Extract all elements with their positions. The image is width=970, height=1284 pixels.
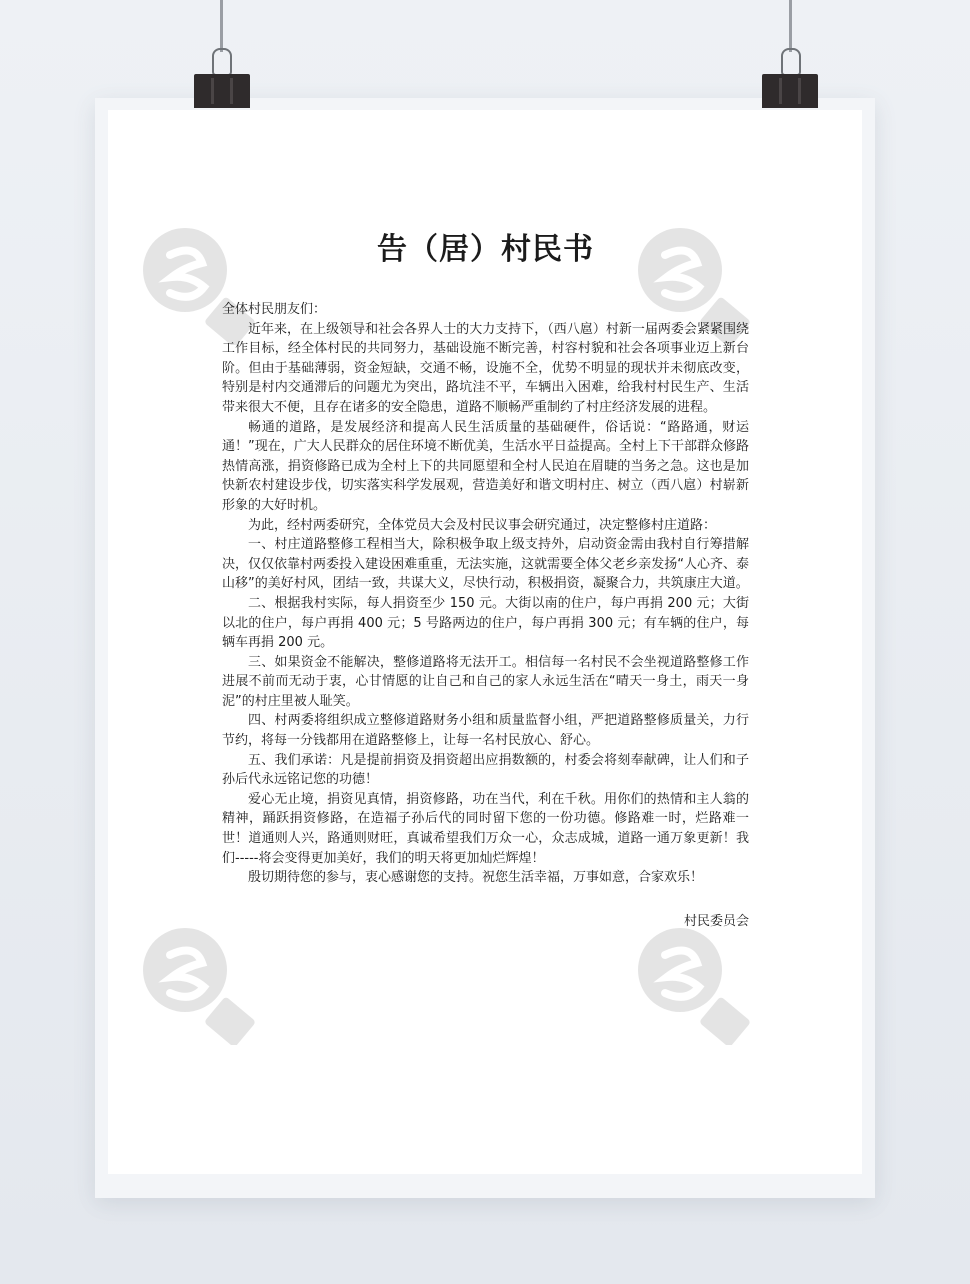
letter-paragraph-roads: 畅通的道路，是发展经济和提高人民生活质量的基础硬件，俗话说：“路路通，财运通！”现在，广大人民群众的居住环境不断优美，生活水平日益提高。全村上下干部群众修路热情高涨，捐资修路已成为全村上下的共同愿望和全村人民迫在眉睫的当务之急。这也是加快新农村建设步伐，切实落实科学发展观，营造美好和谐文明村庄、树立（西八扈）村崭新形象的大好时机。 [222,419,749,513]
letter-paragraph-item-4: 四、村两委将组织成立整修道路财务小组和质量监督小组，严把道路整修质量关，力行节约，将每一分钱都用在道路整修上，让每一名村民放心、舒心。 [222,713,749,749]
letter-title: 告（居）村民书 [377,232,594,267]
letter-paragraph-closing: 殷切期待您的参与，衷心感谢您的支持。祝您生活幸福，万事如意，合家欢乐！ [248,870,704,886]
letter-paragraph-decision: 为此，经村两委研究，全体党员大会及村民议事会研究通过，决定整修村庄道路： [248,517,717,533]
letter-paragraph-item-1: 一、村庄道路整修工程相当大，除积极争取上级支持外，启动资金需由我村自行筹措解决，仅仅依靠村两委投入建设困难重重，无法实施，这就需要全体父老乡亲发扬“人心齐、泰山移”的美好村风，团结一致，共谋大义，尽快行动，积极捐资，凝聚合力，共筑康庄大道。 [222,537,749,592]
letter-signature: 村民委员会 [683,913,749,929]
hanging-wire-left [220,0,223,52]
letter-salutation: 全体村民朋友们： [222,302,327,317]
letter-paragraph-appeal: 爱心无止境，捐资见真情，捐资修路，功在当代，利在千秋。用你们的热情和主人翁的精神，踊跃捐资修路，在造福子孙后代的同时留下您的一份功德。修路难一时，烂路难一世！道通则人兴，路通则财旺，真诚希望我们万众一心，众志成城，道路一通万象更新！我们-----将会变得更加美好，我们的明天将更加灿烂辉煌！ [222,791,749,866]
binder-clip-ring-right [781,48,801,76]
hanging-wire-right [789,0,792,52]
letter-paragraph-intro: 近年来，在上级领导和社会各界人士的大力支持下，（西八扈）村新一届两委会紧紧围绕工作目标，经全体村民的共同努力，基础设施不断完善，村容村貌和社会各项事业迈上新台阶。但由于基础薄弱，资金短缺，交通不畅，设施不全，优势不明显的现状并未彻底改变，特别是村内交通滞后的问题尤为突出，路坑洼不平，车辆出入困难，给我村村民生产、生活带来很大不便，且存在诸多的安全隐患，道路不顺畅严重制约了村庄经济发展的进程。 [222,321,749,415]
letter-paragraph-item-3: 三、如果资金不能解决，整修道路将无法开工。相信每一名村民不会坐视道路整修工作进展不前而无动于衷，心甘情愿的让自己和自己的家人永远生活在“晴天一身土，雨天一身泥”的村庄里被人耻笑。 [222,654,749,709]
binder-clip-left-icon [194,74,250,108]
letter-paragraph-item-2: 二、根据我村实际，每人捐资至少 150 元。大街以南的住户，每户再捐 200 元；大街以北的住户，每户再捐 400 元；5 号路两边的住户，每户再捐 300 元；有车辆的住户，每辆车再捐 200 元。 [222,595,749,651]
letter-paragraph-item-5: 五、我们承诺：凡是提前捐资及捐资超出应捐数额的，村委会将刻奉献碑，让人们和子孙后代永远铭记您的功德！ [222,752,749,788]
binder-clip-right-icon [762,74,818,108]
letter-document [222,224,749,931]
binder-clip-ring-left [212,48,232,76]
